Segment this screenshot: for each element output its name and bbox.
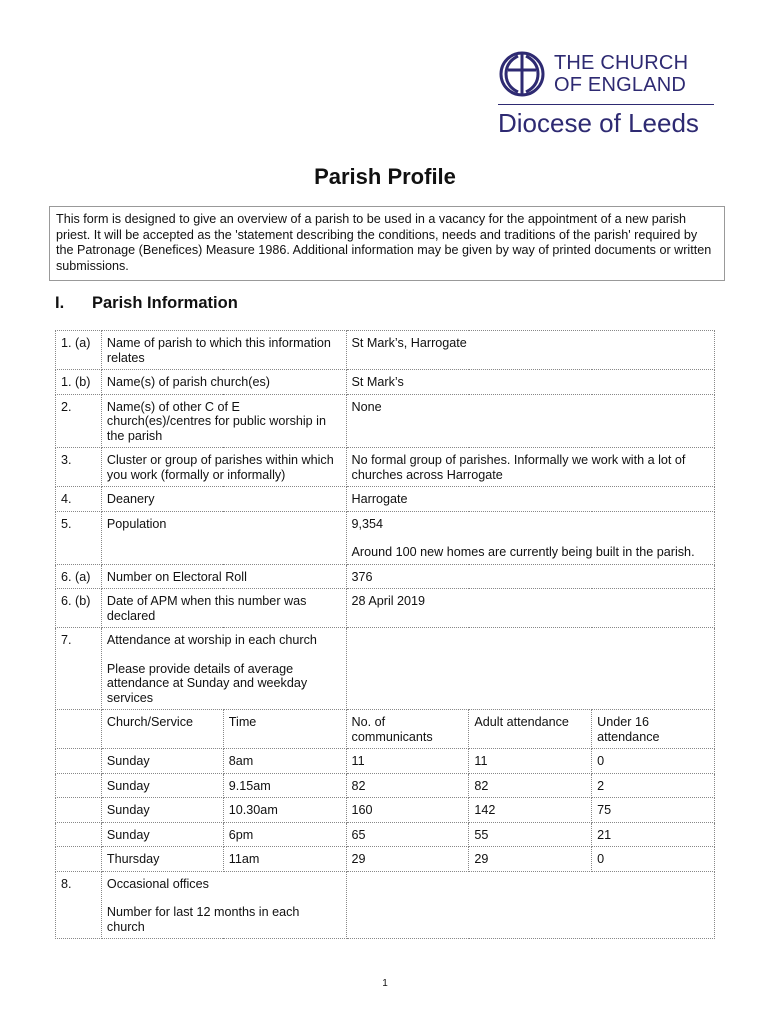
attendance-cell: 2: [592, 773, 715, 798]
row-label: Date of APM when this number was declared: [101, 589, 346, 628]
row-label: Attendance at worship in each church: [106, 633, 317, 647]
attendance-cell: 65: [346, 822, 469, 847]
row-number: 3.: [56, 448, 102, 487]
attendance-header-row: [56, 710, 715, 749]
attendance-cell: Sunday: [101, 822, 223, 847]
attendance-cell: 10.30am: [223, 798, 346, 823]
logo-divider: [498, 104, 714, 105]
cross-in-circle-icon: [498, 50, 546, 98]
table-row: [56, 564, 715, 589]
row-number: 6. (a): [56, 564, 102, 589]
column-header: Time: [223, 710, 346, 749]
row-value: 28 April 2019: [346, 589, 714, 628]
row-label-cell: [101, 871, 346, 939]
column-header: Under 16 attendance: [592, 710, 715, 749]
row-number: 4.: [56, 487, 102, 512]
column-header: No. of communicants: [346, 710, 469, 749]
row-label: Deanery: [101, 487, 346, 512]
row-number: 2.: [56, 394, 102, 448]
row-number: 8.: [56, 871, 102, 939]
empty-cell: [56, 822, 102, 847]
attendance-cell: 21: [592, 822, 715, 847]
table-row: [56, 370, 715, 395]
empty-cell: [56, 710, 102, 749]
parish-info-table: [55, 330, 715, 939]
table-row: [56, 394, 715, 448]
logo-line-1: THE CHURCH: [554, 52, 689, 74]
attendance-cell: 55: [469, 822, 592, 847]
empty-cell: [56, 798, 102, 823]
church-of-england-logo: [498, 50, 718, 140]
row-value: Harrogate: [346, 487, 714, 512]
empty-cell: [56, 847, 102, 872]
row-number: 5.: [56, 511, 102, 564]
row-number: 7.: [56, 628, 102, 710]
row-label: Name(s) of parish church(es): [101, 370, 346, 395]
row-number: 1. (b): [56, 370, 102, 395]
attendance-cell: 29: [469, 847, 592, 872]
intro-box: This form is designed to give an overview of a parish to be used in a vacancy for the appointment of a new parish priest. It will be accepted as the 'statement describing the conditions, needs and traditions of the parish' required by the Patronage (Benefices) Measure 1986. Additional information may be given by way of printed documents or written submissions.: [49, 206, 725, 281]
attendance-row: [56, 773, 715, 798]
row-label: Population: [101, 511, 346, 564]
attendance-cell: Sunday: [101, 798, 223, 823]
column-header: Church/Service: [101, 710, 223, 749]
attendance-cell: Sunday: [101, 773, 223, 798]
attendance-row: [56, 798, 715, 823]
attendance-cell: 11: [469, 749, 592, 774]
row-value: 376: [346, 564, 714, 589]
row-label: Name of parish to which this information relates: [101, 331, 346, 370]
row-value: St Mark’s, Harrogate: [346, 331, 714, 370]
attendance-cell: 160: [346, 798, 469, 823]
row-number: 1. (a): [56, 331, 102, 370]
row-value: 9,354: [351, 516, 384, 531]
attendance-cell: 82: [469, 773, 592, 798]
table-row: [56, 511, 715, 564]
row-label: Occasional offices: [106, 876, 209, 891]
empty-cell: [56, 773, 102, 798]
table-row: [56, 871, 715, 939]
row-value: [346, 628, 714, 710]
attendance-cell: 82: [346, 773, 469, 798]
section-number: I.: [55, 294, 65, 312]
attendance-row: [56, 847, 715, 872]
section-heading: [55, 294, 238, 313]
page-number: 1: [382, 978, 388, 989]
attendance-cell: Sunday: [101, 749, 223, 774]
attendance-cell: 0: [592, 749, 715, 774]
row-value: [346, 871, 714, 939]
row-number: 6. (b): [56, 589, 102, 628]
row-label-cell: [101, 628, 346, 710]
row-label-note: Please provide details of average attendance at Sunday and weekday services: [106, 661, 308, 705]
section-title: Parish Information: [92, 294, 238, 312]
attendance-cell: 11: [346, 749, 469, 774]
table-row: [56, 487, 715, 512]
row-value: St Mark’s: [346, 370, 714, 395]
attendance-cell: Thursday: [101, 847, 223, 872]
row-label: Cluster or group of parishes within which you work (formally or informally): [101, 448, 346, 487]
logo-line-2: OF ENGLAND: [554, 74, 687, 96]
attendance-row: [56, 822, 715, 847]
row-label: Number on Electoral Roll: [101, 564, 346, 589]
row-value-note: Around 100 new homes are currently being built in the parish.: [351, 545, 695, 559]
attendance-cell: 6pm: [223, 822, 346, 847]
attendance-row: [56, 749, 715, 774]
row-label: Name(s) of other C of E church(es)/centres for public worship in the parish: [101, 394, 346, 448]
attendance-cell: 8am: [223, 749, 346, 774]
row-label-note: Number for last 12 months in each church: [106, 905, 300, 934]
attendance-cell: 29: [346, 847, 469, 872]
diocese-name: Diocese of Leeds: [498, 108, 699, 138]
attendance-cell: 75: [592, 798, 715, 823]
attendance-cell: 11am: [223, 847, 346, 872]
row-value-cell: [346, 511, 714, 564]
row-value: No formal group of parishes. Informally we work with a lot of churches across Harrogate: [346, 448, 714, 487]
table-row: [56, 589, 715, 628]
attendance-cell: 9.15am: [223, 773, 346, 798]
column-header: Adult attendance: [469, 710, 592, 749]
table-row: [56, 628, 715, 710]
table-row: [56, 448, 715, 487]
table-row: [56, 331, 715, 370]
empty-cell: [56, 749, 102, 774]
row-value: None: [346, 394, 714, 448]
attendance-cell: 142: [469, 798, 592, 823]
attendance-cell: 0: [592, 847, 715, 872]
page-title: Parish Profile: [314, 164, 456, 189]
